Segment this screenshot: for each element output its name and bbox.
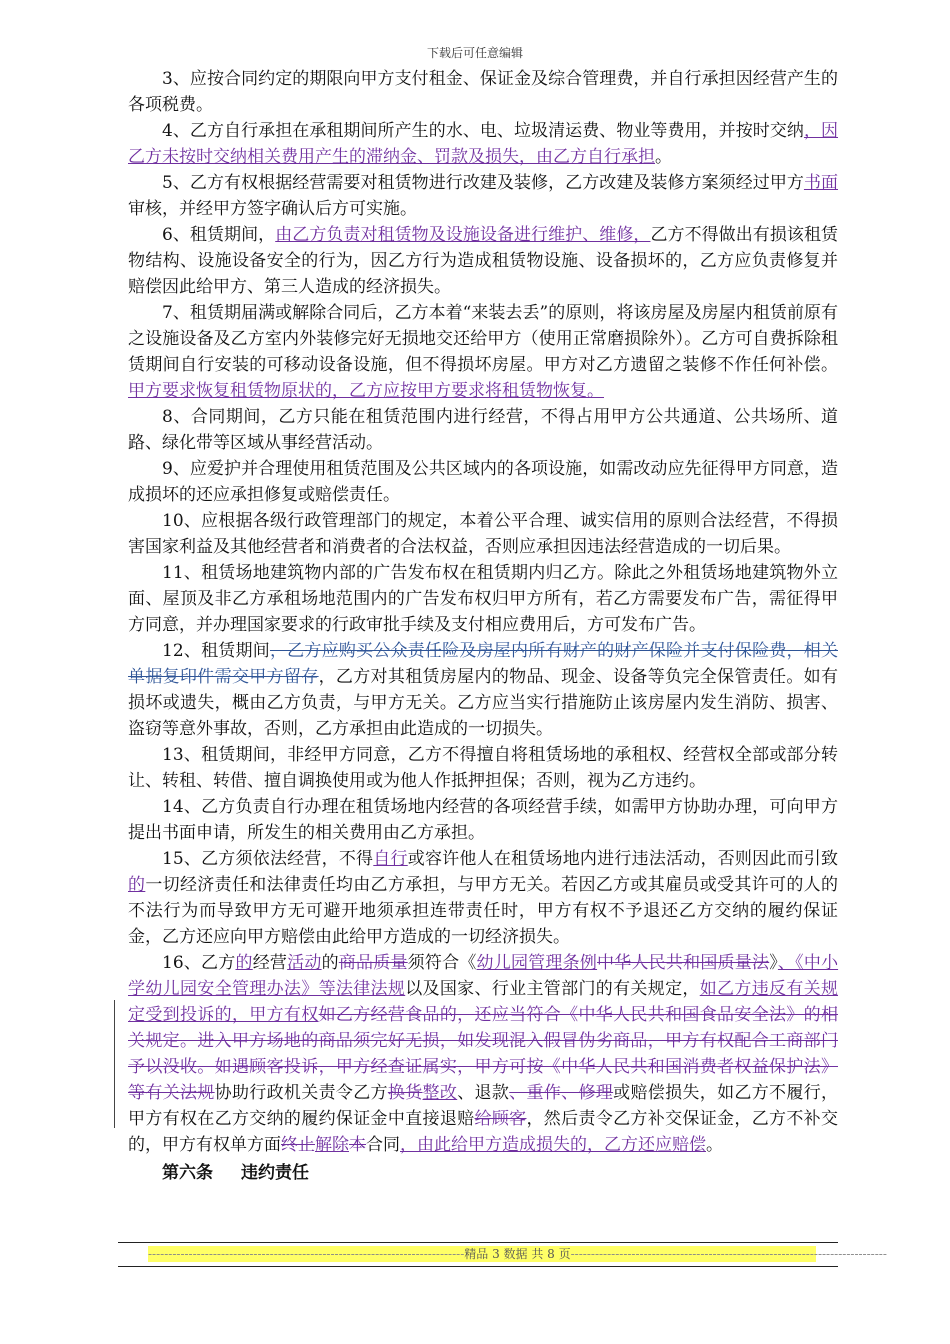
- clause-p14: [128, 794, 838, 846]
- deleted-text: 如乙方经营食品的，还应当符合《中华人民共和国食品安全法》的相关规定。进入甲方场地的商品须完好无损，如发现混入假冒伪劣商品，甲方有权配合工商部门予以没收。如遇顾客投诉，甲方经查证属实，甲方可按《中华人民共和国消费者权益保护法》等有关法规: [128, 1005, 839, 1103]
- text-run: 须符合《: [407, 953, 477, 973]
- deleted-text: 本: [349, 1135, 366, 1155]
- clause-p11: [128, 560, 838, 638]
- text-run: ，然后责令乙方补交保证金，乙方不补交的，甲方有权单方面: [128, 1109, 839, 1155]
- text-run: 乙方不得做出有损该租赁物结构、设施设备安全的行为，因乙方行为造成租赁物设施、设备损坏的，乙方应负责修复并赔偿因此给甲方、第三人造成的经济损失。: [128, 225, 839, 297]
- clause-p4: [128, 118, 838, 170]
- section-heading: [128, 1160, 838, 1186]
- text-run: 经营: [252, 953, 288, 973]
- text-run: 3、应按合同约定的期限向甲方支付租金、保证金及综合管理费，并自行承担因经营产生的各项税费。: [128, 69, 838, 115]
- text-run: 7、租赁期届满或解除合同后，乙方本着“来装去丢”的原则，将该房屋及房屋内租赁前原有之设施设备及乙方室内外装修完好无损地交还给甲方（使用正常磨损除外）。乙方可自费拆除租赁期间自行安装的可移动设备设施，但不得损坏房屋。甲方对乙方遗留之装修不作任何补偿。: [128, 303, 838, 375]
- inserted-text: 解除: [315, 1135, 349, 1155]
- text-run: 12、租赁期间: [162, 641, 270, 661]
- text-run: 16、乙方: [162, 953, 236, 973]
- deleted-text: 终止: [281, 1135, 315, 1155]
- clause-p7: [128, 300, 838, 404]
- clause-p3: [128, 66, 838, 118]
- inserted-text: 的: [235, 953, 253, 973]
- text-run: 以及国家、行业主管部门的有关规定，: [405, 979, 700, 999]
- inserted-text: 活动: [287, 953, 322, 973]
- inserted-text: 整改: [422, 1083, 458, 1103]
- footer-text: 精品 3 数据 共 8 页: [464, 1247, 571, 1261]
- deleted-text: 、重作、修理: [509, 1083, 614, 1103]
- inserted-text: 自行: [373, 849, 408, 869]
- text-run: 5、乙方有权根据经营需要对租赁物进行改建及装修，乙方改建及装修方案须经过甲方: [162, 173, 804, 193]
- clause-p13: [128, 742, 838, 794]
- inserted-text: 幼儿园管理条例: [476, 953, 598, 973]
- text-run: 13、租赁期间，非经甲方同意，乙方不得擅自将租赁场地的承租权、经营权全部或部分转让、转租、转借、擅自调换使用或为他人作抵押担保；否则，视为乙方违约。: [128, 745, 838, 791]
- text-run: 的: [321, 953, 339, 973]
- clause-p16: [128, 950, 838, 1158]
- clause-p6: [128, 222, 838, 300]
- text-run: 》: [769, 953, 778, 973]
- inserted-text: 由乙方负责对租赁物及设施设备进行维护、维修，: [275, 225, 651, 245]
- revision-bar: [114, 1000, 115, 1128]
- section-number: 第六条: [162, 1163, 213, 1183]
- deleted-text: 商品质量: [338, 953, 408, 973]
- deleted-text: ，乙方应购买公众责任险及房屋内所有财产的财产保险并支付保险费，相关单据复印件需交甲方留存: [128, 641, 838, 687]
- text-run: 8、合同期间，乙方只能在租赁范围内进行经营，不得占用甲方公共通道、公共场所、道路、绿化带等区域从事经营活动。: [128, 407, 838, 453]
- inserted-text: 的: [128, 875, 146, 895]
- deleted-text: 换货: [387, 1083, 423, 1103]
- text-run: 。: [655, 147, 672, 167]
- deleted-text: 中华人民共和国质量法: [597, 953, 770, 973]
- text-run: 或赔偿损失，如乙方不履行，甲方有权在乙方交纳的履约保证金中直接退赔: [128, 1083, 839, 1129]
- clause-p10: [128, 508, 838, 560]
- text-run: 6、租赁期间，: [162, 225, 276, 245]
- text-run: 10、应根据各级行政管理部门的规定，本着公平合理、诚实信用的原则合法经营，不得损害国家利益及其他经营者和消费者的合法权益，否则应承担因违法经营造成的一切后果。: [128, 511, 838, 557]
- paragraph-list: [128, 66, 838, 1158]
- footer-rule-top: [118, 1242, 838, 1243]
- text-run: 14、乙方负责自行办理在租赁场地内经营的各项经营手续，如需甲方协助办理，可向甲方提出书面申请，所发生的相关费用由乙方承担。: [128, 797, 838, 843]
- document-body: [128, 66, 838, 1186]
- inserted-text: ，因乙方未按时交纳相关费用产生的滞纳金、罚款及损失，由乙方自行承担: [128, 121, 838, 167]
- clause-p5: [128, 170, 838, 222]
- deleted-text: 给顾客: [474, 1109, 527, 1129]
- inserted-text: 书面: [803, 173, 838, 193]
- text-run: 、退款: [457, 1083, 510, 1103]
- text-run: 9、应爱护并合理使用租赁范围及公共区域内的各项设施，如需改动应先征得甲方同意，造成损坏的还应承担修复或赔偿责任。: [128, 459, 838, 505]
- footer-dash-left: ------------------------------------------------------------------------------: [148, 1247, 465, 1261]
- page-header: 下载后可任意编辑: [426, 46, 523, 60]
- text-run: 一切经济责任和法律责任均由乙方承担，与甲方无关。若因乙方或其雇员或受其许可的人的不法行为而导致甲方无可避开地须承担连带责任时，甲方有权不予退还乙方交纳的履约保证金，乙方还应向甲方赔偿由此给甲方造成的一切经济损失。: [128, 875, 839, 947]
- text-run: 。: [706, 1135, 723, 1155]
- text-run: 或容许他人在租赁场地内进行违法活动，否则因此而引致: [407, 849, 839, 869]
- footer-bar: [148, 1246, 887, 1262]
- inserted-text: 如乙方违反有关规定受到投诉的，甲方有权: [128, 979, 839, 1025]
- footer-rule-bottom: [118, 1266, 838, 1267]
- clause-p15: [128, 846, 838, 950]
- inserted-text: 、《中小学幼儿园安全管理办法》等法律法规: [128, 953, 839, 999]
- footer-dash-right: ------------------------------------------------------------------------------: [570, 1247, 887, 1261]
- clause-p8: [128, 404, 838, 456]
- text-run: 11、租赁场地建筑物内部的广告发布权在租赁期内归乙方。除此之外租赁场地建筑物外立面、屋顶及非乙方承租场地范围内的广告发布权归甲方所有，若乙方需要发布广告，需征得甲方同意，并办理国家要求的行政审批手续及支付相应费用后，方可发布广告。: [128, 563, 838, 635]
- clause-p9: [128, 456, 838, 508]
- text-run: 4、乙方自行承担在承租期间所产生的水、电、垃圾清运费、物业等费用，并按时交纳: [162, 121, 804, 141]
- text-run: 合同: [366, 1135, 400, 1155]
- section-title: 违约责任: [241, 1163, 309, 1183]
- text-run: 15、乙方须依法经营，不得: [162, 849, 374, 869]
- text-run: 审核，并经甲方签字确认后方可实施。: [128, 199, 417, 219]
- text-run: ，乙方对其租赁房屋内的物品、现金、设备等负完全保管责任。如有损坏或遗失，概由乙方负责，与甲方无关。乙方应当实行措施防止该房屋内发生消防、损害、盗窃等意外事故，否则，乙方承担由此造成的一切损失。: [128, 667, 839, 739]
- text-run: 协助行政机关责令乙方: [214, 1083, 388, 1103]
- inserted-text: ，由此给甲方造成损失的，乙方还应赔偿: [400, 1135, 706, 1155]
- clause-p12: [128, 638, 838, 742]
- inserted-text: 甲方要求恢复租赁物原状的，乙方应按甲方要求将租赁物恢复。: [128, 381, 604, 401]
